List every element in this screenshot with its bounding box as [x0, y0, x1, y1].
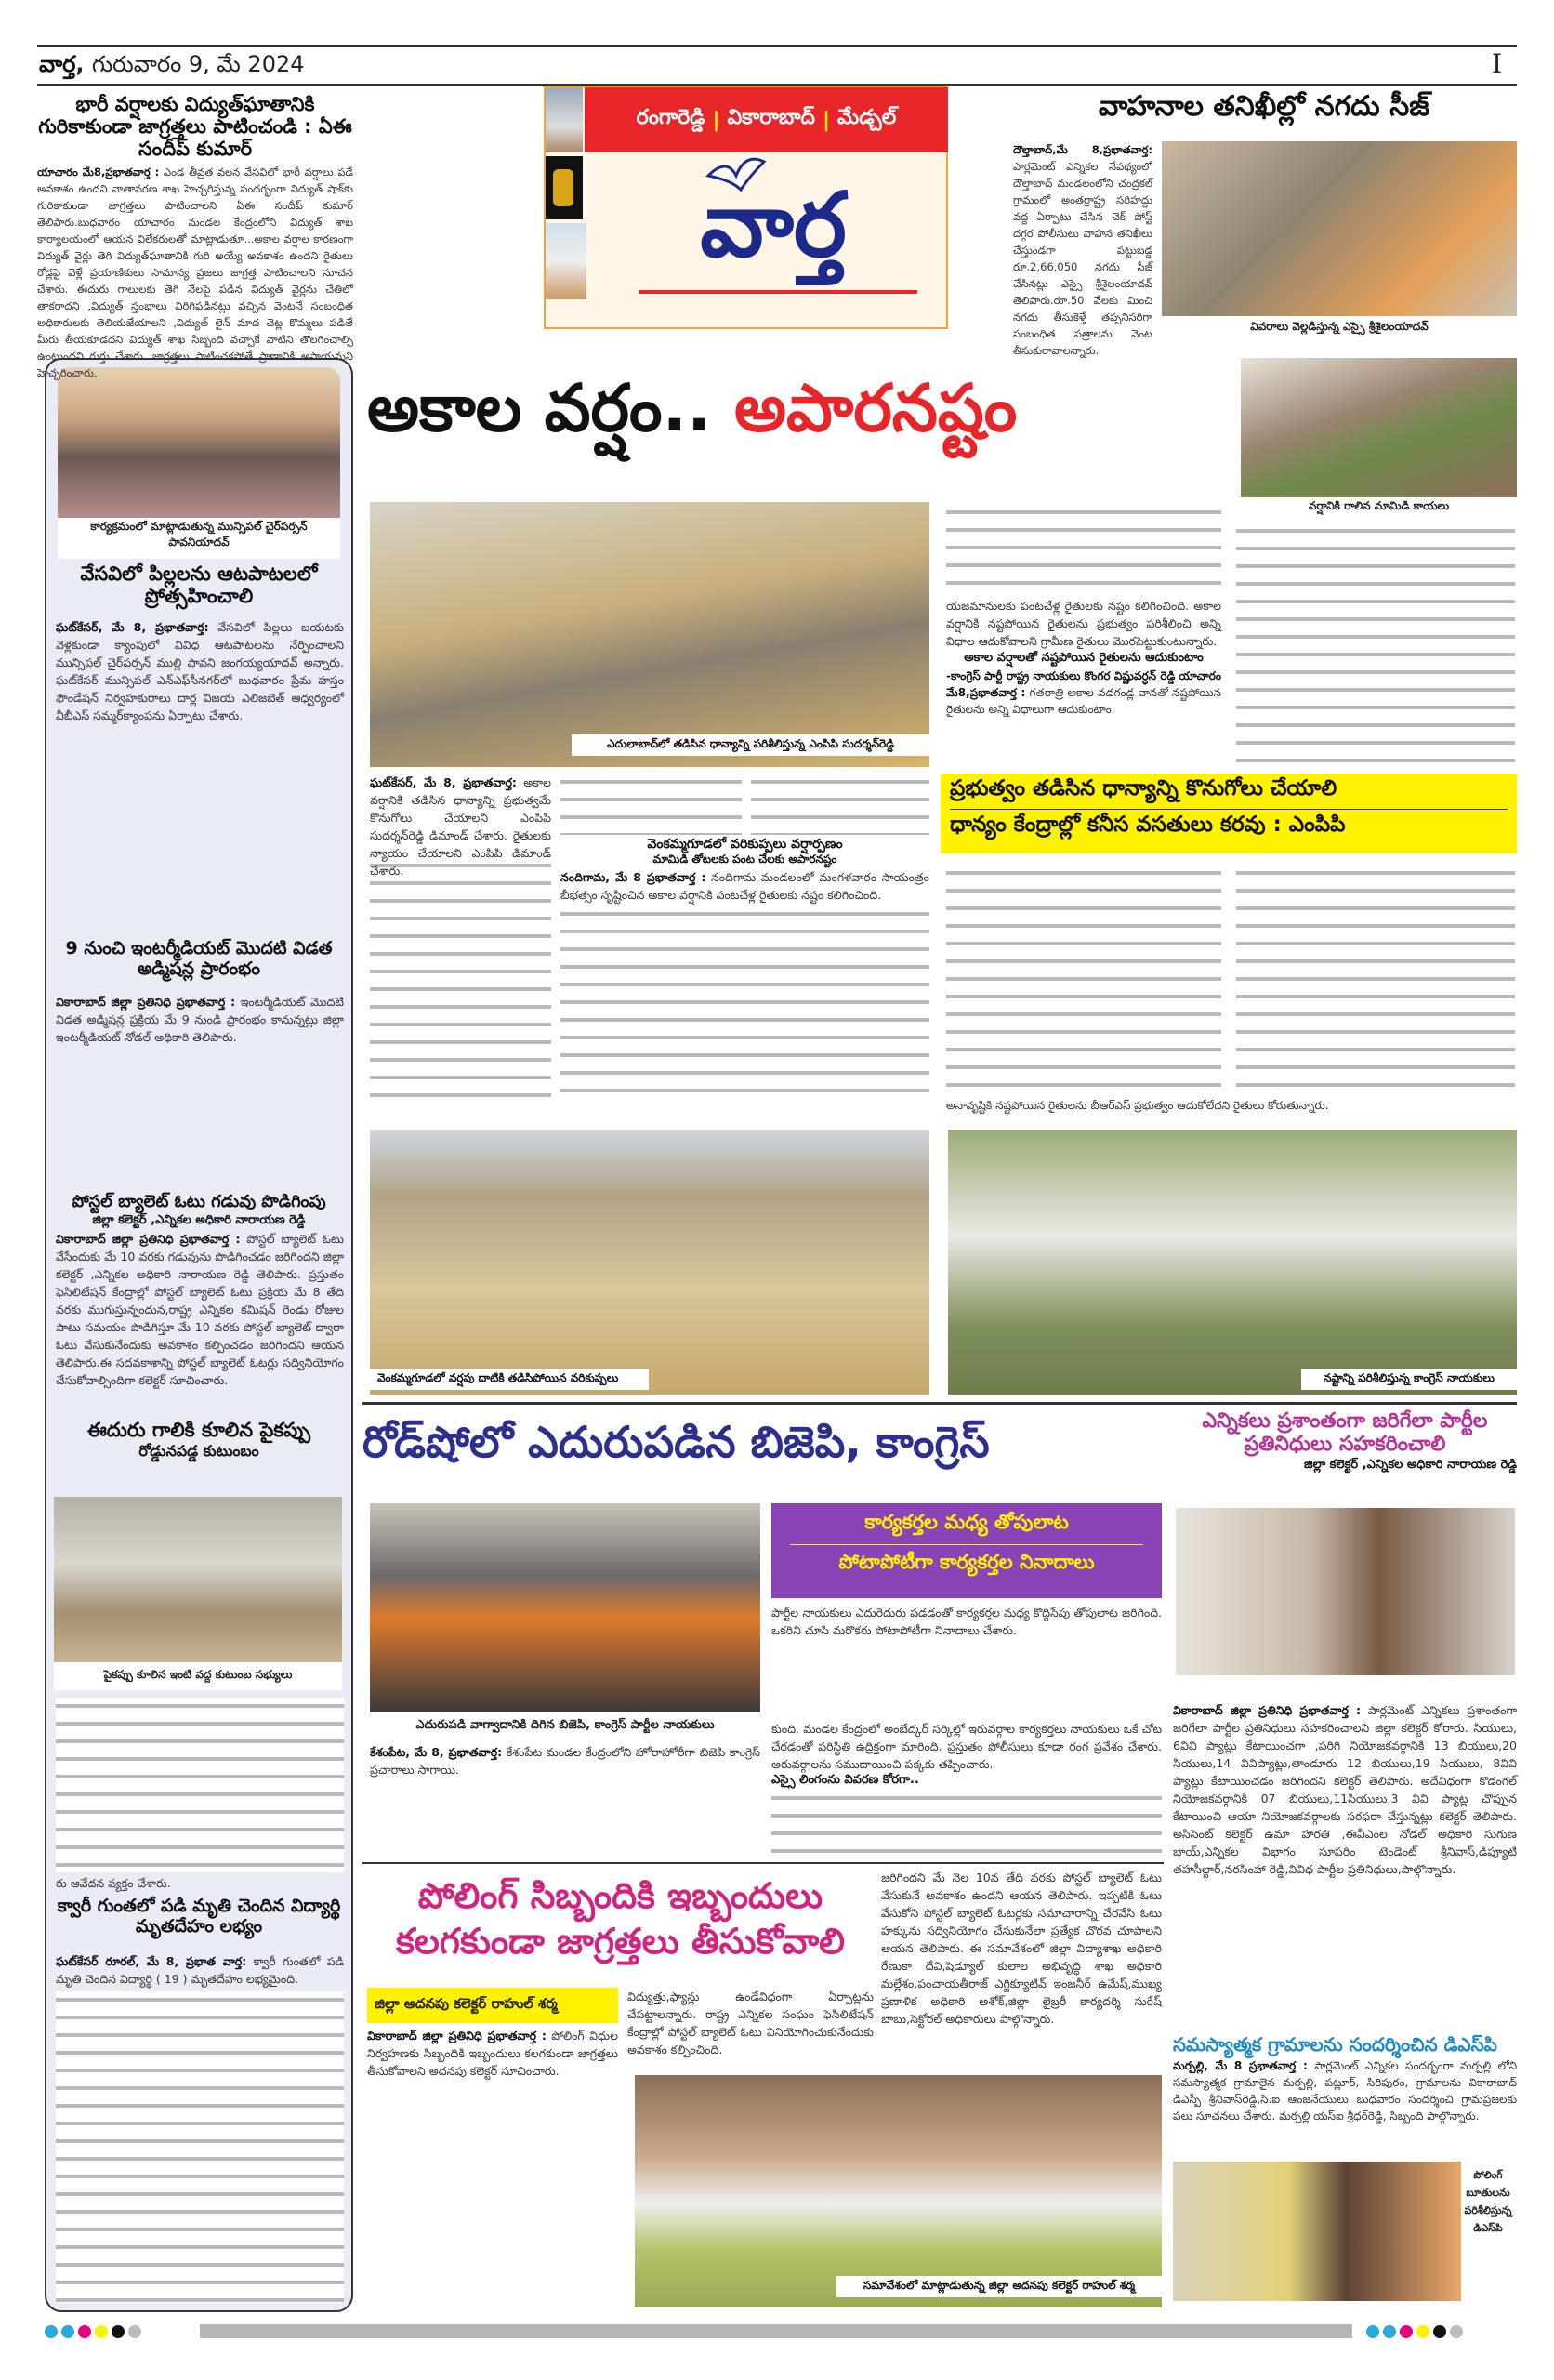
- lead-substory: [560, 837, 929, 1097]
- lead-col-1: [370, 774, 551, 878]
- polling-body-3: జరిగిందని మే నెల 10వ తేది వరకు పోస్టల్ బ్యాలెట్ ఓటు వేసుకునే అవకాశం ఉందని ఆయన తెలిపారు. ఇప్పటికి ఓటు వేసుకోని పోస్టల్ బ్యాలెట్ ఓటర్లకు సమాచారాన్ని చేరవేసి ఓటు హక్కును సద్వినియోగం చేసుకునేలా ప్రత్యేక చొరవ చూపాలని ఆయన తెలిపారు. ఈ సమావేశంలో జిల్లా విద్యాశాఖ అధికారి రేణుకా దేవి,షెడ్యూల్ కులాల అభివృద్ధి శాఖ అధికారి మల్లేశం,పంచాయతీరాజ్ ఎగ్జిక్యూటివ్ ఇంజనీర్ ఉమేష్,ముఖ్య ప్రణాళిక అధికారి అశోక్,జిల్లా లైబ్రరీ కార్యదర్శి సురేష్ బాబు,సెక్టోరల్ అధికారులు పాల్గొన్నారు.: [881, 1871, 1162, 2026]
- top-right-body: [1013, 141, 1152, 357]
- sidebar-headline-2: 9 నుంచి ఇంటర్మీడియట్ మొదటి విడత అడ్మిషన్ల ప్రారంభం: [65, 938, 333, 979]
- sidebar-story-4-body: [56, 1698, 344, 1872]
- lead-subhead-2: మామిడి తోటలకు పంట చేలకు అపారనష్టం: [652, 853, 837, 866]
- roadshow-headline: రోడ్‌షోలో ఎదురుపడిన బిజెపి, కాంగ్రెస్: [362, 1417, 990, 1467]
- dsp-body: [1173, 2057, 1517, 2124]
- roadshow-box-text: పార్టీల నాయకులు ఎదురెదురు పడడంతో కార్యకర్తల మధ్య కొద్దిసేపు తోపులాట జరిగింది. ఒకరిని చూసి మరొకరు పోటాపోటీగా నినాదాలు చేశారు.: [771, 1606, 1162, 1637]
- top-right-headline: వాహనాల తనిఖీల్లో నగదు సీజ్: [1098, 90, 1430, 123]
- headline-part-black: అకాల వర్షం..: [367, 370, 712, 446]
- body-text: నందిగామ మండలంలో మంగళవారం సాయంత్రం బీభత్సం సృష్టించిన అకాల వర్షానికి పంటచేళ్ల రైతులకు నష్టం కలిగించింది.: [560, 869, 929, 902]
- yellow-banner: [941, 774, 1517, 853]
- top-left-article: [37, 93, 354, 380]
- lead-subhead-1: వెంకమ్మగూడలో వరికుప్పలు వర్షార్పణం: [647, 837, 843, 852]
- roadshow-body-3: [771, 1790, 1162, 1858]
- cyan-dot: [1383, 2325, 1396, 2338]
- sidebar-story-2-body: [56, 993, 344, 1190]
- roadshow-body-2: కుంది. మండల కేంద్రంలో అంబేద్కర్ సర్కిల్లో ఇరువర్గాల కార్యకర్తలు నాయకులు ఒకే చోట చేరడంతో పరిస్థితి ఉద్రిక్తంగా మారింది. ప్రస్తుతం పోలీసులు కూడా రంగ ప్రవేశం చేశారు. అరువర్గాలను సముదాయించి పక్కకు తప్పించారు.: [771, 1722, 1162, 1771]
- cyan-dot: [45, 2325, 58, 2338]
- body-text: అకాల వర్షానికి తడిసిన ధాన్యాన్ని ప్రభుత్వమే కొనుగోలు చేయాలని ఎంపిపి సుదర్శన్‌రెడ్డి డిమాండ్ చేశారు. రైతులకు న్యాయం చేయాలని ఎంపిపి డిమాండ్ చేశారు.: [370, 775, 551, 878]
- body-text: ఎండ తీవ్రత వలన వేసవిలో భారీ వర్షాలు పడే అవకాశం ఉందని వాతావరణ శాఖ హెచ్చరిస్తున్న సందర్భంగా విద్యుత్ షాక్‌కు గురికాకుండా జాగ్రత్తలు పాటించాలని ఏఈ సందీప్ కుమార్ తెలిపారు.బుధవారం యాచారం మండల కేంద్రంలోని విద్యుత్ శాఖ కార్యాలయంలో ఆయన విలేకరులతో మాట్లాడుతూ...అకాల వర్షాల కారణంగా విద్యుత్ వైర్లు తెగి విద్యుత్‌ఘాతానికి గురి అయ్యే అవకాశం ఉందని రైతులు రోడ్లపై వెళ్లే ప్రయాణికులు సామాన్య ప్రజలు జాగ్రత్త పాటించాలని సూచన చేశారు. ఈదురు గాలులకు తెగి నేలపై పడిన విద్యుత్ వైర్లను చేతిలో తాకరాదని ,విద్యుత్ స్తంభాలు విరిగిపడినట్లు వచ్చిన వెంటనే సంబంధిత అధికారులకు తెలియజేయాలని ,విద్యుత్ లైన్ మాద చెట్ల కొమ్మలు పడితే మీరు తీయకూడదని విద్యుత్ శాఖ సిబ్బంది వచ్చాకే వాటిని తొలగించాల్సి ఉంటుందని గుర్తు చేశారు. జాగ్రత్తలు పాటించకపోతే ప్రాణానికి అపాయమని హెచ్చరించారు.: [37, 165, 354, 380]
- body-text: కేశంపేట మండల కేంద్రంలోని హోరాహోరీగా బిజెపి కాంగ్రెస్ ప్రచారాలు సాగాయి.: [370, 1745, 760, 1777]
- photo-caption: ఎదులాబాద్‌లో తడిసిన ధాన్యాన్ని పరిశీలిస్తున్న ఎంపిపి సుదర్శన్‌రెడ్డి: [572, 734, 929, 756]
- banner-tail: అనావృష్టికి నష్టపోయిన రైతులను బీఆర్ఎస్ ప్రభుత్వం ఆదుకోలేదని రైతులు కోరుతున్నారు.: [946, 1099, 1329, 1112]
- photo-caption: వర్షానికి రాలిన మామిడి కాయలు: [1241, 499, 1517, 515]
- body-text: ఇంటర్మీడియట్ మొదటి విడత అడ్మిషన్ల ప్రక్రియ మే 9 నుండి ప్రారంభం కానున్నట్లు జిల్లా ఇంటర్మీడియట్ నోడల్ అధికారి తెలిపారు.: [56, 995, 344, 1044]
- district-medchal: మేడ్చల్: [837, 106, 897, 129]
- police-cash-photo: [1162, 141, 1517, 316]
- dateline: యాచారం మే8,ప్రభాతవార్త :: [946, 668, 1221, 699]
- photo-caption: వివరాలు వెల్లడిస్తున్న ఎస్సై శ్రీశైలంయాదవ్: [1250, 320, 1429, 333]
- photo-caption: నష్టాన్ని పరిశీలిస్తున్న కాంగ్రెస్ నాయకులు: [1301, 1368, 1517, 1390]
- polling-body: [367, 2027, 618, 2306]
- photo-caption: పైకప్పు కూలిన ఇంటి వద్ద కుటుంబ సభ్యులు: [54, 1662, 342, 1690]
- sidebar-headline-4: ఈదురు గాలికి కూలిన పైకప్పు: [86, 1419, 311, 1441]
- polling-booth-photo: [1173, 2162, 1461, 2301]
- box-line-2: పోటాపోటీగా కార్యకర్తల నినాదాలు: [838, 1551, 1095, 1573]
- sidebar-subhead-4: రోడ్డునపడ్డ కుటుంబం: [138, 1442, 259, 1461]
- dateline: ఘట్‌కేసర్, మే 8, ప్రభాతవార్త:: [56, 620, 209, 634]
- sidebar-story-1-body: [56, 618, 344, 934]
- masthead: వార్త, గురువారం 9, మే 2024: [39, 51, 305, 77]
- photo-caption: ఎదురుపడి వాగ్వాదానికి దిగిన బిజెపి, కాంగ్రెస్ పార్టీల నాయకులు: [415, 1718, 715, 1732]
- yellow-dot: [1416, 2325, 1429, 2338]
- body-text: పోస్టల్ బ్యాలెట్ ఓటు వేసేందుకు మే 10 వరకు గడువును పొడిగించడం జరిగిందని జిల్లా కలెక్టర్ ,ఎన్నికల అధికారి నారాయణ రెడ్డి తెలిపారు. ప్రస్తుతం ఫెసిలిటేషన్ కేంద్రాల్లో పోస్టల్ బ్యాలెట్ ఓటు ప్రక్రియ మే 8 తేది వరకు ముగుస్తున్నందున,రాష్ట్ర ఎన్నికల కమిషన్ రెండు రోజుల పాటు సమయం పొడిగిస్తూ మే 10 వరకు పోస్టల్ బ్యాలెట్ ద్వారా ఓటు వేసుకునేందుకు అవకాశం కల్పించడం జరిగిందని ఆయన తెలిపారు.ఈ సదవకాశాన్ని పోస్టల్ బ్యాలెట్ ఓటర్లు సద్వినియోగం చేసుకోవాల్సిందిగా కలెక్టర్ సూచించారు.: [56, 1231, 345, 1387]
- wet-grain-inspection-photo: [370, 502, 929, 767]
- lead-right-body: [946, 668, 1221, 718]
- grey-dot: [1450, 2325, 1463, 2338]
- quote-attribution: -కాంగ్రెస్ పార్టీ రాష్ట్ర నాయకులు కొంగర విష్ణువర్ధన్ రెడ్డి: [946, 668, 1176, 682]
- roadshow-crowd-photo: [370, 1503, 760, 1712]
- photo-caption: పోలింగ్ బూతులను పరిశీలిస్తున్న డిఎస్‌పి: [1464, 2169, 1512, 2234]
- election-heads: [1173, 1409, 1517, 1506]
- sidebar-headline-3: పోస్టల్ బ్యాలెట్ ఓటు గడువు పొడిగింపు: [72, 1192, 326, 1211]
- polling-body-2: విద్యుత్తు,ఫ్యాన్లు ఉండేవిధంగా ఏర్పాట్లను చేపట్టాలన్నారు. రాష్ట్ర ఎన్నికల సంఘం ఫెసిలిటేషన్ కేంద్రాల్లో పోస్టల్ బ్యాలెట్ ఓటు వినియోగించుకునేందుకు అవకాశం కల్పించింది.: [627, 1990, 874, 2056]
- photo-caption: కార్యక్రమంలో మాట్లాడుతున్న మున్సిపల్ చైర్‌పర్సన్ పావనియాదవ్: [58, 518, 340, 559]
- paper-logo: వార్త: [700, 173, 847, 277]
- black-dot: [112, 2325, 125, 2338]
- lead-right-text: యజమానులకు పంటచేళ్ల రైతులకు నష్టం కలిగించింది. అకాల వర్షానికి నష్టపోయిన రైతులను ప్రభుత్వం పరిశీలించి అన్ని విధాల ఆదుకోవాలని గ్రామీణ రైతులు మొరపెట్టుకుంటున్నారు.: [946, 599, 1221, 648]
- wet-paddy-heaps-photo: [370, 1130, 929, 1395]
- summer-camp-photo: [58, 367, 340, 518]
- temple-image: [546, 87, 583, 152]
- dateline: యాచారం మే8,ప్రభాతవార్త :: [37, 165, 160, 179]
- color-registration-left: [45, 2324, 145, 2342]
- logo-block: [544, 86, 948, 329]
- district-rangareddy: రంగారెడ్డి: [636, 106, 705, 129]
- roadshow-continuation: [771, 1720, 1162, 1858]
- top-left-headline: భారీ వర్షాలకు విద్యుత్‌ఘాతానికి గురికాకుండా జాగ్రత్తలు పాటించండి : ఏఈ సందీప్ కుమార్: [38, 93, 352, 161]
- roadshow-subhead: ఎస్సై లింగంను వివరణ కోరగా..: [771, 1773, 919, 1787]
- dateline: కేశంపేట, మే 8, ప్రభాతవార్త:: [370, 1745, 503, 1759]
- lead-right-story: [946, 597, 1221, 766]
- sidebar-story-3-body: [51, 1230, 347, 1389]
- yellow-dot: [95, 2325, 108, 2338]
- headline-part-red: అపారనష్టం: [734, 370, 1018, 446]
- body-text: గతరాత్రి అకాల వడగండ్ల వానతో నష్టపోయిన రైతులను అన్ని విధాలుగా ఆదుకుంటాం.: [946, 685, 1221, 716]
- sidebar-story-5-more: [56, 1991, 344, 2303]
- dateline: వికారాబాద్ జిల్లా ప్రతినిధి ప్రభాతవార్త :: [1173, 1703, 1362, 1717]
- banner-line-2: ధాన్యం కేంద్రాల్లో కనీస వసతులు కరవు : ఎంపిపి: [950, 813, 1346, 837]
- fallen-mangoes-photo: [1241, 358, 1517, 497]
- sidebar-headline-1: వేసవిలో పిల్లలను ఆటపాటలలో ప్రోత్సహించాలి: [80, 562, 318, 608]
- grey-dot: [128, 2325, 141, 2338]
- issue-date: గురువారం 9, మే 2024: [91, 51, 305, 77]
- body-text: పోలింగ్ విధుల నిర్వహణకు సిబ్బందికి ఇబ్బందులు కలగకుండా జాగ్రత్తలు తీసుకోవాలని అదనపు కలెక్టర్ సూచించారు.: [367, 2029, 618, 2078]
- district-banner: రంగారెడ్డి | వికారాబాద్ | మేడ్చల్: [585, 87, 948, 152]
- dateline: దౌల్తాబాద్,మే 8,ప్రభాతవార్త:: [1013, 143, 1152, 156]
- top-rule: [37, 45, 1517, 47]
- lead-headline: [367, 370, 1017, 462]
- magenta-dot: [78, 2325, 91, 2338]
- sidebar-subhead-3: జిల్లా కలెక్టర్ ,ఎన్నికల అధికారి నారాయణ రెడ్డి: [92, 1212, 306, 1227]
- purple-box: [771, 1503, 1162, 1598]
- body-text: పార్లమెంట్ ఎన్నికలు ప్రశాంతంగా జరిగేలా పార్టీల ప్రతినిధులు సహకరించాలని జిల్లా కలెక్టర్ కోరారు. సియులు, 6వివి ప్యాట్లు కేటాయించగా ,పరిగి నియోజకవర్గానికి 13 బియులు,20 సియులు,14 వివిప్యాట్లు,తాండూరు 12 బియులు,19 సియులు, 8వివి ప్యాట్లు కేటాయించడం జరిగిందని కలెక్టర్ తెలిపారు. అదేవిధంగా కొడంగల్ నియోజకవర్గానికి 07 బియులు,11సియులు,3 వివి ప్యాట్ల చొప్పున కేటాయించి ఆయా నియోజకవర్గాలకు సరఫరా చేస్తున్నట్లు కలెక్టర్ తెలిపారు. అసిసెంట్ కలెక్టర్ ఉమా హారతి ,ఈవీఎంల నోడల్ అధికారి సుగుణ బాయ్,ఎన్నికల విభాగం సూపరిం టెండెంట్ శ్రీనివాస్,డిప్యూటి తహసీల్దార్,నరసింహా రెడ్డి,వివిధ పార్టీల ప్రతినిధులు,పాల్గొన్నారు.: [1173, 1703, 1517, 1876]
- election-subhead: జిల్లా కలెక్టర్ ,ఎన్నికల అధికారి నారాయణ రెడ్డి: [1303, 1457, 1517, 1472]
- cyan-dot: [61, 2325, 74, 2338]
- dateline: వికారాబాద్ జిల్లా ప్రతినిధి ప్రభాతవార్త :: [56, 1231, 241, 1246]
- page-number: I: [1492, 48, 1503, 79]
- lead-right-col-1-top: [946, 504, 1221, 597]
- dsp-headline: సమస్యాత్మక గ్రామాలను సందర్శించిన డిఎస్‌పి: [1173, 2033, 1497, 2056]
- section-rule: [362, 1402, 1517, 1405]
- congress-leaders-mango-photo: [948, 1130, 1517, 1395]
- sidebar-headline-5: క్వారీ గుంతలో పడి మృతి చెందిన విద్యార్థి మృతదేహం లభ్యం: [57, 1896, 341, 1937]
- sidebar-story-3: [51, 1193, 347, 1416]
- body-text: పార్లమెంట్ ఎన్నికల సందర్భంగా మర్పల్లి లోని సమస్యాత్మక గ్రామాలైన మర్పల్లి, పట్లూర్, సిరిపురం, గ్రామాలను వికారాబాద్ డిఎస్పీ శ్రీనివాస్‌రెడ్డి,సి.ఐ ఆంజనేయులు బుధవారం సందర్శించి గ్రామప్రజలకు పలు సూచనలు చేశారు. మర్పల్లి యస్ఐ శ్రీధర్‌రెడ్డి, సిబ్బంది పాల్గొన్నారు.: [1173, 2059, 1517, 2122]
- lead-col-3-top: [751, 774, 929, 835]
- collapsed-roof-photo: [54, 1497, 342, 1662]
- district-vikarabad: వికారాబాద్: [727, 106, 815, 129]
- polling-headline: పోలింగ్ సిబ్బందికి ఇబ్బందులు కలగకుండా జాగ్రత్తలు తీసుకోవాలి: [395, 1875, 846, 1963]
- lead-col-2: [560, 774, 742, 835]
- box-line-1: కార్యకర్తల మధ్య తోపులాట: [790, 1511, 1143, 1545]
- dateline: వికారాబాద్ జిల్లా ప్రతినిధి ప్రభాతవార్త :: [56, 995, 236, 1009]
- top-left-body: [37, 164, 353, 381]
- lead-col-3-more: [560, 906, 929, 1097]
- banner-line-1: ప్రభుత్వం తడిసిన ధాన్యాన్ని కొనుగోలు చేయాలి: [950, 776, 1508, 810]
- body-text: పార్లమెంట్ ఎన్నికల నేపథ్యంలో దౌల్తాబాద్ మండలంలోని చంద్రకల్ గ్రామంలో అంతర్రాష్ట్ర సరిహద్దు వద్ద ఏర్పాటు చేసిన చెక్ పోస్ట్ దగ్గర పోలీసులు వాహన తనిఖీలు చేస్తుండగా పట్టుబడ్డ రూ.2,66,050 నగదు సీజ్ చేసినట్లు ఎస్సై శ్రీశైలంయాదవ్ తెలిపారు.రూ.50 వేలకు మించి నగదు తీసుకెళ్తే తప్పనిసరిగా సంబంధిత పత్రాలను వెంట తీసుకురావాలన్నారు.: [1013, 160, 1152, 357]
- dateline: ఘట్‌కేసర్ రూరల్, మే 8, ప్రభాత వార్త:: [56, 1954, 247, 1968]
- election-body: [1173, 1701, 1517, 2031]
- deity-image: [546, 156, 583, 219]
- dsp-story: [1173, 2034, 1517, 2160]
- dateline: ఘట్‌కేసర్, మే 8, ప్రభాతవార్త:: [370, 775, 517, 789]
- dateline: మర్పల్లి, మే 8 ప్రభాతవార్త :: [1173, 2059, 1308, 2072]
- lead-right-col-2: [1236, 522, 1515, 764]
- black-dot: [1433, 2325, 1446, 2338]
- sidebar-story-5-body: [56, 1952, 344, 1990]
- lead-col-1-more: [370, 857, 551, 1097]
- photo-caption: వెంకమ్మగూడలో వర్షపు దాటికి తడిసిపోయిన వరికుప్పలు: [370, 1368, 649, 1390]
- dateline: వికారాబాద్ జిల్లా ప్రతినిధి ప్రభాతవార్త :: [367, 2029, 547, 2043]
- sidebar-story-4-heads: [51, 1419, 347, 1493]
- logo-underline: [639, 290, 917, 294]
- shrine-image: [546, 223, 586, 299]
- section-rule: [362, 1862, 1164, 1864]
- body-text: క్వారీ గుంతలో పడి మృతి చెందిన విద్యార్థి ( 19 ) మృతదేహం లభ్యమైంది.: [56, 1954, 344, 1986]
- dateline: నందిగామ, మే 8 ప్రభాతవార్త :: [560, 869, 706, 884]
- strong-room-photo: [1176, 1508, 1515, 1675]
- cyan-dot: [1366, 2325, 1379, 2338]
- footer-bar: [200, 2324, 1352, 2338]
- roadshow-body: [370, 1743, 760, 1855]
- photo-caption: సమావేశంలో మాట్లాడుతున్న జిల్లా అదనపు కలెక్టర్ రాహుల్ శర్మ: [836, 2276, 1162, 2297]
- lead-col-3: [560, 868, 929, 904]
- banner-col-1: [946, 865, 1221, 1095]
- election-headline: ఎన్నికలు ప్రశాంతంగా జరిగేలా పార్టీల ప్రతినిధులు సహకరించాలి: [1202, 1409, 1488, 1457]
- magenta-dot: [1400, 2325, 1413, 2338]
- banner-col-2: [1236, 865, 1515, 1095]
- polling-tag: జిల్లా అదనపు కలెక్టర్ రాహుల్ శర్మ: [367, 1988, 618, 2023]
- paper-name: వార్త: [39, 51, 76, 77]
- color-registration-right: [1366, 2324, 1467, 2342]
- sidebar-story-4-tail: రు ఆవేదన వ్యక్తం చేశారు.: [56, 1876, 171, 1890]
- meeting-photo: [635, 2075, 1162, 2307]
- body-text: వేసవిలో పిల్లలు బయటకు వెళ్లకుండా క్యాంపులో వివిధ ఆటపాటలను నేర్పించాలని మున్సిపల్ చైర్‌పర్సన్ ముల్లి పావని జంగయ్యయాదవ్ అన్నారు. ఘట్‌కేసర్ మున్సిపల్ ఎన్‌ఎఫ్‌సీనగర్‌లో బుధవారం ప్రేమ హస్తం ఫౌండేషన్ నిర్వహకురాలు దార్ల విజయ ఎలిజబెత్ ఆధ్వర్యంలో వీబీఎస్ సమ్మర్‌క్యాంపను ఏర్పాటు చేశారు.: [56, 620, 344, 722]
- lead-right-subhead: అకాల వర్షాలతో నష్టపోయిన రైతులను ఆదుకుంటాం: [964, 651, 1204, 665]
